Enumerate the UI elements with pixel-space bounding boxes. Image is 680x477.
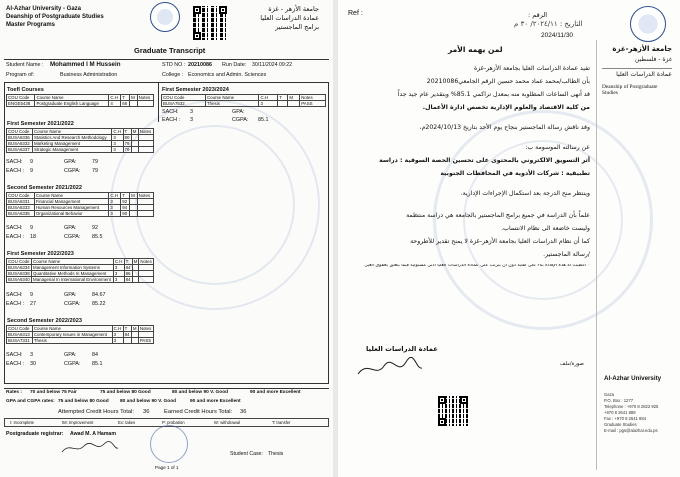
college-name: Economics and Admin. Sciences (188, 72, 267, 78)
earned-hours-label: Earned Credit Hours Total: (164, 409, 233, 415)
deanship-name: Deanship of Postgraduate Studies (6, 14, 104, 20)
course-mark: 79 (124, 147, 130, 152)
gpa-rate-excellent: 90 and more Excellent (190, 399, 241, 404)
sem1-sach: 9 (30, 159, 33, 165)
copy-note: صورة/ملف (560, 361, 584, 367)
course-mark: 90 (121, 211, 130, 217)
contact-line: E-mail : pgs@alazhar.edu.ps (604, 428, 658, 433)
col-notes: Notes (300, 95, 326, 101)
course-notes: PASS (300, 101, 326, 107)
student-case: Thesis (268, 451, 284, 457)
rate-fair: 70 and below 75 Fair (30, 390, 77, 395)
course-code: BUSA6333 (7, 205, 35, 211)
course-ch: 3 (113, 265, 124, 271)
run-date: 30/11/2024 09:22 (252, 62, 292, 68)
course-name: Organizational Behavior (34, 211, 109, 217)
course-name: Thesis (32, 338, 112, 344)
table-row (7, 277, 154, 283)
column-divider (158, 82, 159, 122)
col-name: Course Name (205, 95, 259, 101)
sem5-gpa-label: GPA: (232, 109, 245, 115)
course-m (131, 338, 138, 344)
col-notes: Notes (138, 129, 153, 135)
sem2-sach-label: SACH: (6, 225, 23, 231)
course-name: Statistics And Research Methodology (32, 135, 111, 141)
sem2-each-label: EACH : (6, 234, 24, 240)
course-ch: 3 (112, 141, 123, 147)
letter-line: من كلية الاقتصاد والعلوم الإدارية تخصص ادارة الأعمال. (422, 104, 590, 111)
sem5-sach: 3 (190, 109, 193, 115)
code-incomplete: I: Incomplete (10, 420, 34, 425)
sem1-cgpa: 79 (92, 168, 98, 174)
course-code: BUSA6332 (7, 141, 33, 147)
course-name: Postgraduate English Language (35, 101, 109, 107)
college-label: College : (162, 72, 184, 78)
course-code: BUSA6338 (8, 271, 30, 276)
sem1-cgpa-label: CGPA: (64, 168, 81, 174)
arabic-university-name: جامعة الأزهر - غزة (268, 5, 319, 13)
letter-line: عن رسالته الموسومة ب: (525, 144, 590, 151)
table-row (7, 211, 154, 217)
contact-line: Fax : +970 8 2641 884 (604, 416, 647, 421)
course-notes: PASS (138, 338, 153, 344)
col-notes: Notes (137, 95, 153, 101)
course-m (130, 211, 138, 217)
side-deanship-ar: عمادة الدراسات العليا (616, 71, 672, 78)
course-code: BUSA6331 (7, 199, 35, 205)
course-mark: 79 (124, 141, 130, 146)
university-name: Al-Azhar University - Gaza (6, 6, 82, 12)
course-mark: 84 (125, 265, 131, 270)
col-t: T (123, 129, 131, 135)
run-date-label: Run Date: (222, 62, 247, 68)
col-notes: Notes (137, 193, 153, 199)
sem4-cgpa-label: CGPA: (64, 361, 81, 367)
toefl-table (6, 94, 154, 107)
table-row (162, 101, 326, 107)
col-name: Course Name (35, 95, 109, 101)
col-m: M (130, 193, 138, 199)
ref-label-ar: الرقم : (528, 11, 548, 19)
letter-line: كما أن نظام الدراسات العليا بجامعة الأزهر-غزة لا يمنح تقدير للأطروحة (410, 238, 590, 245)
col-t: T (124, 259, 132, 265)
sem1-title: First Semester 2021/2022 (7, 121, 74, 127)
document-title: Graduate Transcript (134, 46, 206, 55)
sem5-sach-label: SACH: (162, 109, 179, 115)
sem1-each-label: EACH : (6, 168, 24, 174)
col-code: COU Code (7, 193, 35, 199)
sem1-gpa-label: GPA: (64, 159, 77, 165)
sem3-each-label: EACH : (6, 301, 24, 307)
sem2-gpa: 92 (92, 225, 98, 231)
col-notes: Notes (140, 259, 152, 264)
col-ch: C.H (112, 129, 123, 135)
course-name: Quantitative Methods In Management (32, 271, 114, 277)
col-t: T (278, 95, 288, 101)
table-row (7, 338, 154, 344)
toefl-title: Toefl Courses (7, 87, 44, 93)
rate-good: 75 and below 80 Good (100, 390, 151, 395)
sem5-table (161, 94, 326, 107)
col-ch: C.H (114, 259, 123, 264)
contact-line: Graduate Studies (604, 422, 637, 427)
registrar-name: Awad M. A Hamam (70, 431, 116, 437)
course-name: Marketing Management (32, 141, 111, 147)
sem3-table (6, 258, 154, 283)
sem4-sach: 3 (30, 352, 33, 358)
sem5-each: 3 (190, 117, 193, 123)
course-notes (139, 277, 154, 283)
course-code: ENGE5438 (7, 101, 35, 107)
code-probation: P: probation (162, 420, 185, 425)
qr-code (193, 6, 227, 40)
course-ch: 4 (109, 101, 121, 107)
course-ch: 3 (113, 271, 124, 277)
date-ar: التاريخ : ٢٠٢٤/١١/ ٣٠ م (514, 20, 583, 28)
col-code: COU Code (7, 129, 33, 135)
arabic-programs: برامج الماجستير (275, 23, 319, 31)
col-name: Course Name (34, 193, 109, 199)
signature (354, 356, 424, 382)
course-mark: 84 (124, 332, 130, 337)
col-name: Course Name (32, 259, 114, 265)
course-mark: 80 (124, 135, 130, 140)
std-no: 20210086 (188, 62, 212, 68)
side-contact (604, 392, 658, 434)
sem4-gpa-label: GPA: (64, 352, 77, 358)
col-ch: C.H (113, 326, 122, 331)
sem2-gpa-label: GPA: (64, 225, 77, 231)
sem3-sach-label: SACH: (6, 292, 23, 298)
salutation: لمن يهمه الأمر (448, 45, 503, 54)
course-code: BUSA7331 (7, 338, 33, 344)
attempted-hours-label: Attempted Credit Hours Total: (58, 409, 134, 415)
code-withdrawal: W: withdrawal (214, 420, 240, 425)
col-ch: C.H (109, 95, 121, 101)
col-name: Course Name (32, 326, 112, 332)
course-mark: 68 (121, 101, 130, 107)
col-t: T (123, 326, 131, 332)
course-code: BUSA6334 (8, 265, 30, 270)
sem4-title: Second Semester 2022/2023 (7, 318, 82, 324)
course-ch: 3 (112, 338, 123, 344)
course-m (132, 277, 139, 283)
course-mark (278, 101, 288, 107)
col-name: Course Name (32, 129, 111, 135)
col-t: T (121, 95, 130, 101)
university-logo (630, 6, 666, 42)
letter-line: تفيد عمادة الدراسات العليا بجامعة الأزهر-غزة (473, 65, 590, 72)
letter-line: وقد ناقش رسالة الماجستير بنجاح يوم الأحد بتاريخ 2024/10/13م، (419, 124, 590, 131)
side-deanship-en: Deanship of Postgraduate Studies (602, 84, 658, 97)
letter-line: علماً بأن الدراسة في جميع برامج الماجستير بالجامعة هي دراسة منتظمة (406, 212, 590, 219)
student-name: Mohammed I M Hussein (50, 61, 121, 68)
side-column-divider (596, 40, 597, 470)
rates-label: Rates : (6, 390, 22, 395)
course-ch: 3 (109, 199, 121, 205)
letter-body (350, 66, 590, 269)
sem1-table (6, 128, 154, 153)
course-code: BUSA6340 (8, 277, 30, 282)
sem5-cgpa: 85.1 (258, 117, 269, 123)
header-rule (4, 59, 329, 60)
course-code: BUSA6313 (7, 332, 33, 338)
course-ch: 3 (112, 332, 123, 338)
course-notes (138, 147, 153, 153)
sem4-cgpa: 85.1 (92, 361, 103, 367)
registrar-label: Postgraduate registrar: (6, 431, 64, 437)
sem4-each: 30 (30, 361, 36, 367)
letter-disclaimer: * أعطيت له هذه الإفادة بناء على طلبه دون أن يترتب على عمادة الدراسات العليا أدنى مسئولية فيما يتعلق بحقوق الغير. (363, 264, 590, 268)
sem3-gpa-label: GPA: (64, 292, 77, 298)
course-code: BUSA6336 (7, 135, 33, 141)
letter-line: /رسالة الماجستير. (543, 251, 590, 258)
sem3-title: First Semester 2022/2023 (7, 251, 74, 257)
sem1-gpa: 79 (92, 159, 98, 165)
course-code: BUSA6337 (7, 147, 33, 153)
code-transfer: T: transfer (272, 420, 291, 425)
col-m: M (288, 95, 300, 101)
sem2-table (6, 192, 154, 217)
contact-line: P.O. Box : 1277 (604, 398, 634, 403)
course-name: Management Information Systems (32, 265, 114, 271)
sem4-each-label: EACH : (6, 361, 24, 367)
std-no-label: STD NO : (162, 62, 186, 68)
letter-line: وليست خاضعة الى نظام الانتساب. (501, 225, 590, 232)
gpa-rate-good: 75 and below 80 Good (58, 399, 109, 404)
course-code: BUSA6335 (7, 211, 35, 217)
col-m: M (132, 326, 137, 331)
gpa-rate-vgood: 80 and below 90 V. Good (120, 399, 177, 404)
sem2-cgpa-label: CGPA: (64, 234, 81, 240)
course-name: Financial Management (34, 199, 109, 205)
sem4-sach-label: SACH: (6, 352, 23, 358)
col-code: COU Code (162, 95, 206, 101)
sem2-sach: 9 (30, 225, 33, 231)
col-m: M (133, 259, 138, 264)
course-ch: 3 (113, 277, 124, 283)
col-notes: Notes (138, 326, 153, 332)
course-ch: 3 (109, 211, 121, 217)
rate-vgood: 80 and below 90 V. Good (172, 390, 229, 395)
contact-line: Telephone : +970 8 2822 925 (604, 404, 659, 409)
course-name: Thesis (205, 101, 259, 107)
course-code: BUSA7532 (162, 101, 206, 107)
contact-line: +970 8 2641 888 (604, 410, 636, 415)
letter-line: تطبيقية : شركات الأدوية في المحافظات الجنوبية (440, 170, 590, 177)
col-ch: C.H (259, 95, 278, 101)
course-ch: 3 (259, 101, 278, 107)
gpa-rates-label: GPA and CGPA rates: (6, 399, 55, 404)
side-university-en: Al-Azhar University (604, 375, 662, 382)
sem3-cgpa-label: CGPA: (64, 301, 81, 307)
earned-hours: 36 (240, 409, 247, 415)
sem2-cgpa: 85.5 (92, 234, 103, 240)
sem2-each: 18 (30, 234, 36, 240)
letter-line: بأن الطالب/محمد عماد محمد حسين الرقم الجامعي20210086 (426, 78, 590, 85)
side-university-ar: جامعة الأزهر-غزة (612, 45, 672, 53)
registrar-signature (60, 440, 120, 456)
page-number: Page 1 of 1 (155, 465, 179, 470)
arabic-deanship: عمادة الدراسات العليا (260, 14, 319, 22)
signatory: عمادة الدراسات العليا (366, 345, 438, 353)
side-city-ar: غزة - فلسطين (634, 56, 672, 63)
sem3-cgpa: 85.22 (92, 301, 106, 307)
code-improvement: IM: Improvement (62, 420, 94, 425)
sem3-gpa: 84.67 (92, 292, 106, 298)
course-ch: 3 (112, 135, 123, 141)
date-en: 2024/11/30 (541, 32, 574, 39)
letter-line: وينتظر منح الدرجة بعد استكمال الإجراءات الإدارية. (460, 190, 590, 197)
sem3-sach: 9 (30, 292, 33, 298)
sem5-each-label: EACH : (162, 117, 180, 123)
course-name: Contemporary Issues in Management (32, 332, 112, 338)
sem1-sach-label: SACH: (6, 159, 23, 165)
student-case-label: Student Case: (230, 451, 263, 457)
col-m: M (130, 95, 138, 101)
program-name: Business Administration (60, 72, 118, 78)
course-name: Strategic Management (32, 147, 111, 153)
course-notes (137, 211, 153, 217)
sem5-title: First Semester 2023/2024 (162, 87, 229, 93)
course-mark (123, 338, 131, 344)
sem3-each: 27 (30, 301, 36, 307)
course-notes (137, 101, 153, 107)
course-m (131, 147, 138, 153)
student-name-label: Student Name : (6, 62, 44, 68)
course-ch: 3 (112, 147, 123, 153)
sem2-title: Second Semester 2021/2022 (7, 185, 82, 191)
course-mark: 94 (121, 205, 130, 211)
course-mark: 86 (125, 271, 131, 276)
letter-line: أثر التسويق الالكتروني بالمحتوى على تحسين الحصة السوقية : دراسة (379, 157, 590, 164)
university-logo (150, 2, 180, 32)
letter-line: قد أنهى الساعات المطلوبة منه بمعدل تراكمي 85.1% وبتقدير عام جيد جداً (397, 91, 590, 98)
col-ch: C.H (109, 193, 121, 199)
programs-label: Master Programs (6, 22, 56, 28)
course-name: Human Resources Management (34, 205, 109, 211)
course-ch: 3 (109, 205, 121, 211)
course-m (130, 101, 138, 107)
rate-excellent: 90 and more Excellent (250, 390, 301, 395)
rates-rule (4, 388, 329, 389)
qr-code (438, 396, 468, 426)
ref-label: Ref : (348, 10, 363, 17)
course-name: Managerial In International Environment (32, 277, 114, 283)
contact-line: Gaza (604, 392, 615, 397)
sem4-table (6, 325, 154, 344)
col-code: COU Code (7, 95, 35, 101)
col-m: M (132, 129, 137, 134)
certificate-letter-page (338, 0, 680, 477)
side-rule (602, 68, 672, 69)
course-mark: 92 (121, 199, 130, 205)
program-label: Program of: (6, 72, 35, 78)
sem4-gpa: 84 (92, 352, 98, 358)
code-ex: Ex: takes (118, 420, 136, 425)
transcript-page (0, 0, 333, 477)
sem5-cgpa-label: CGPA: (232, 117, 249, 123)
course-m (288, 101, 300, 107)
attempted-hours: 36 (143, 409, 150, 415)
table-row (7, 147, 154, 153)
sem1-each: 9 (30, 168, 33, 174)
col-code: COU Code (7, 326, 33, 332)
course-mark: 84 (125, 277, 131, 282)
col-t: T (121, 193, 130, 199)
official-stamp (150, 425, 188, 463)
col-code: COU Code (7, 259, 32, 265)
table-row (7, 101, 154, 107)
